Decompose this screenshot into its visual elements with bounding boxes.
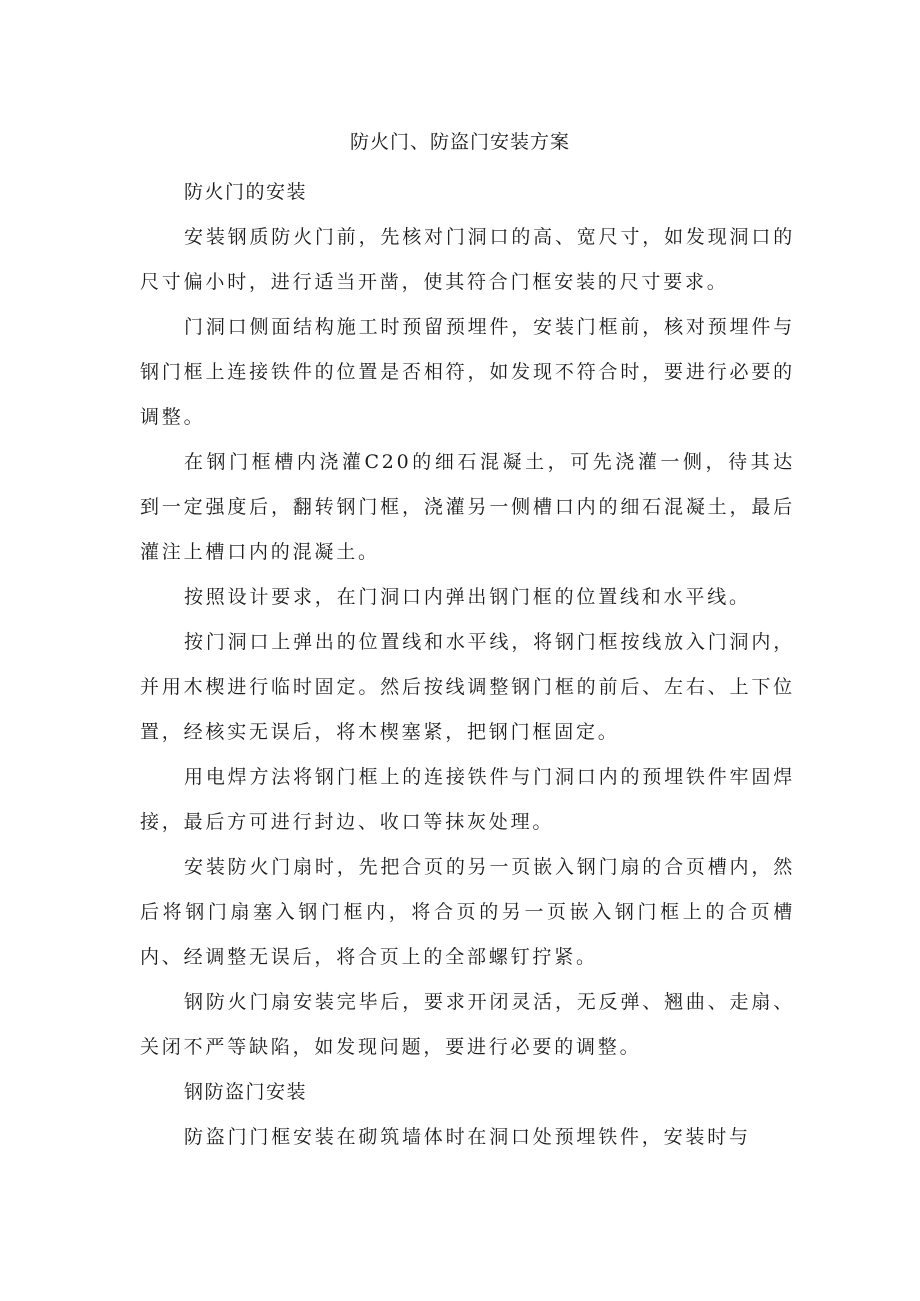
paragraph: 门洞口侧面结构施工时预留预埋件，安装门框前，核对预埋件与钢门框上连接铁件的位置是否相符，如发现不符合时，要进行必要的调整。 [140,316,795,428]
section-heading-security-door: 钢防盗门安装 [184,1081,308,1103]
paragraph: 防盗门门框安装在砌筑墙体时在洞口处预埋铁件，安装时与 [184,1126,751,1148]
paragraph: 按照设计要求，在门洞口内弹出钢门框的位置线和水平线。 [184,586,751,608]
paragraph: 安装防火门扇时，先把合页的另一页嵌入钢门扇的合页槽内，然后将钢门扇塞入钢门框内，将合页的另一页嵌入钢门框上的合页槽内、经调整无误后，将合页上的全部螺钉拧紧。 [140,856,795,968]
paragraph: 在钢门框槽内浇灌C20的细石混凝土，可先浇灌一侧，待其达到一定强度后，翻转钢门框，浇灌另一侧槽口内的细石混凝土，最后灌注上槽口内的混凝土。 [140,451,795,563]
paragraph: 钢防火门扇安装完毕后，要求开闭灵活，无反弹、翘曲、走扇、关闭不严等缺陷，如发现问题，要进行必要的调整。 [140,991,795,1058]
document-body [140,170,795,1160]
paragraph: 用电焊方法将钢门框上的连接铁件与门洞口内的预埋铁件牢固焊接，最后方可进行封边、收口等抹灰处理。 [140,766,795,833]
section-heading-fire-door: 防火门的安装 [184,181,308,203]
paragraph: 安装钢质防火门前，先核对门洞口的高、宽尺寸，如发现洞口的尺寸偏小时，进行适当开凿，使其符合门框安装的尺寸要求。 [140,226,795,293]
paragraph: 按门洞口上弹出的位置线和水平线，将钢门框按线放入门洞内，并用木楔进行临时固定。然后按线调整钢门框的前后、左右、上下位置，经核实无误后，将木楔塞紧，把钢门框固定。 [140,631,795,743]
document-title: 防火门、防盗门安装方案 [349,131,570,153]
